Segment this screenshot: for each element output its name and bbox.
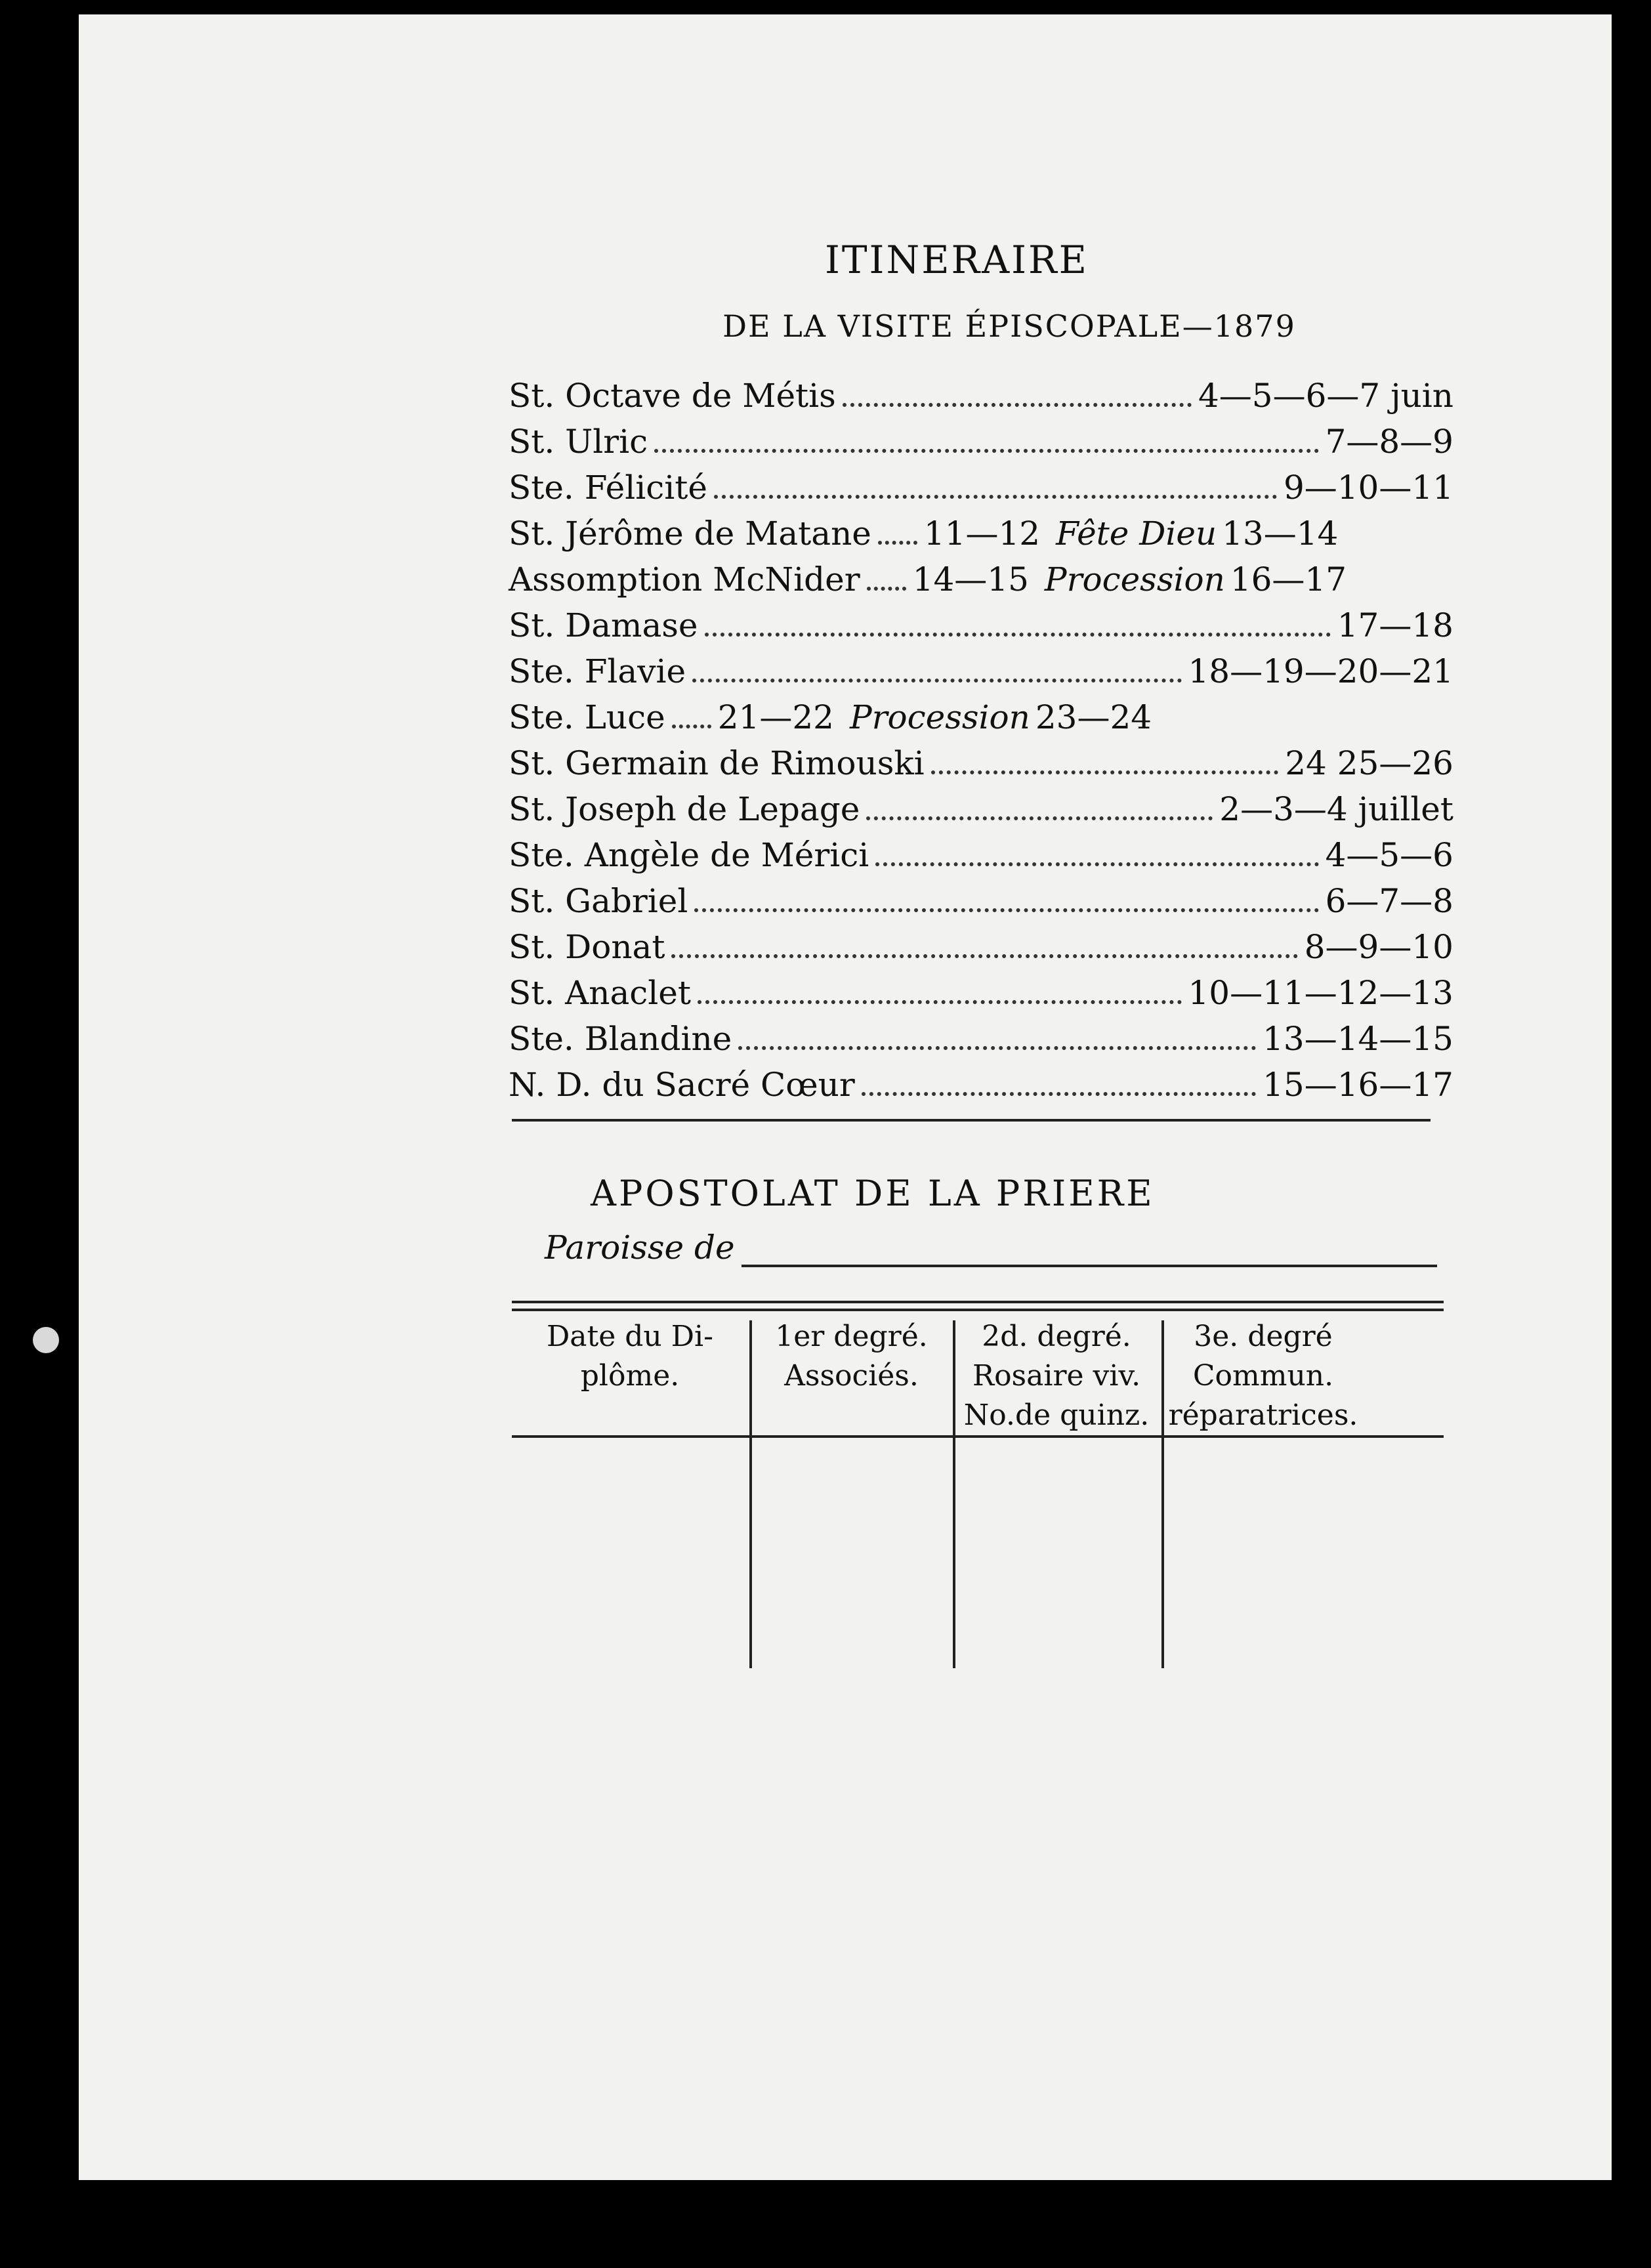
visit-dates: 13—14—15 [1263, 1020, 1453, 1058]
header-line: plôme. [580, 1359, 680, 1393]
section-divider [512, 1119, 1431, 1122]
event-note: Procession [1044, 560, 1225, 598]
table-top-rule-double [512, 1309, 1444, 1311]
header-line: 3e. degré [1194, 1320, 1333, 1353]
dot-leader [866, 816, 1213, 820]
visit-dates: 7—8—9 [1325, 423, 1453, 461]
parish-name: Ste. Flavie [509, 652, 686, 690]
column-divider [749, 1320, 752, 1668]
table-header-rule [512, 1435, 1444, 1438]
header-line: Associés. [784, 1359, 919, 1393]
dot-leader [671, 954, 1297, 958]
itinerary-list [509, 369, 1453, 1104]
visit-dates: 15—16—17 [1263, 1066, 1453, 1104]
visit-dates: 6—7—8 [1325, 882, 1453, 920]
visit-dates: 14—15 [912, 560, 1029, 598]
dot-leader [654, 449, 1318, 453]
itinerary-row [509, 415, 1453, 461]
visit-dates: 4—5—6—7 juin [1198, 377, 1453, 415]
itinerary-row [509, 1012, 1453, 1058]
itinerary-row [509, 966, 1453, 1012]
parish-name: Ste. Angèle de Mérici [509, 836, 869, 874]
parish-name: St. Damase [509, 606, 698, 644]
itinerary-row [509, 1058, 1453, 1104]
dot-leader [698, 1000, 1182, 1004]
visit-dates: 10—11—12—13 [1188, 974, 1453, 1012]
dot-leader [878, 541, 917, 545]
column-divider [953, 1320, 955, 1668]
dot-leader [672, 724, 711, 728]
header-line: 2d. degré. [982, 1320, 1131, 1353]
dot-leader [862, 1092, 1256, 1096]
header-line: Commun. [1192, 1359, 1334, 1393]
column-divider [1161, 1320, 1164, 1668]
parish-name: St. Ulric [509, 423, 648, 461]
header-line: Date du Di- [547, 1320, 713, 1353]
itinerary-row [509, 782, 1453, 828]
parish-name: N. D. du Sacré Cœur [509, 1066, 855, 1104]
column-header-second-degree [955, 1317, 1158, 1435]
visit-dates: 8—9—10 [1304, 928, 1453, 966]
parish-name: St. Gabriel [509, 882, 688, 920]
header-line: réparatrices. [1168, 1398, 1358, 1432]
parish-name: St. Germain de Rimouski [509, 744, 925, 782]
header-line: No.de quinz. [963, 1398, 1150, 1432]
column-header-third-degree [1165, 1317, 1362, 1435]
header-line: 1er degré. [775, 1320, 928, 1353]
visit-dates: 24 25—26 [1285, 744, 1453, 782]
parish-name: St. Donat [509, 928, 665, 966]
dot-leader [738, 1046, 1256, 1050]
itinerary-row [509, 644, 1453, 690]
parish-name: Ste. Blandine [509, 1020, 732, 1058]
itinerary-row [509, 369, 1453, 415]
table-top-rule [512, 1301, 1444, 1303]
register-table [512, 1301, 1444, 1694]
visit-dates: 16—17 [1230, 560, 1347, 598]
dot-leader [867, 587, 906, 591]
dot-leader [705, 633, 1331, 637]
parish-name: Ste. Luce [509, 698, 665, 736]
dot-leader [694, 908, 1318, 912]
dot-leader [875, 862, 1318, 866]
itinerary-row [509, 598, 1453, 644]
parish-name: St. Octave de Métis [509, 377, 836, 415]
parish-blank-line [742, 1265, 1437, 1267]
visit-dates: 17—18 [1337, 606, 1453, 644]
visit-dates: 9—10—11 [1283, 469, 1453, 507]
dot-leader [843, 403, 1192, 407]
dot-leader [692, 679, 1181, 682]
visit-dates: 2—3—4 juillet [1219, 790, 1453, 828]
document-page [79, 14, 1612, 2180]
event-note: Procession [849, 698, 1030, 736]
page-title: ITINERAIRE [824, 238, 1089, 282]
itinerary-row [509, 920, 1453, 966]
page-subtitle: DE LA VISITE ÉPISCOPALE—1879 [722, 308, 1296, 344]
header-line: Rosaire viv. [972, 1359, 1141, 1393]
visit-dates: 18—19—20—21 [1188, 652, 1453, 690]
parish-name: St. Anaclet [509, 974, 691, 1012]
dot-leader [714, 495, 1277, 499]
parish-label: Paroisse de [545, 1228, 735, 1267]
column-header-first-degree [751, 1317, 951, 1396]
parish-name: Ste. Félicité [509, 469, 707, 507]
itinerary-row [509, 507, 1453, 553]
visit-dates: 4—5—6 [1325, 836, 1453, 874]
parish-name: St. Jérôme de Matane [509, 514, 871, 553]
parish-name: St. Joseph de Lepage [509, 790, 860, 828]
visit-dates: 13—14 [1222, 514, 1339, 553]
visit-dates: 11—12 [923, 514, 1041, 553]
section-title: APOSTOLAT DE LA PRIERE [591, 1173, 1155, 1214]
column-header-diploma-date [512, 1317, 748, 1396]
dot-leader [931, 770, 1279, 774]
itinerary-row [509, 690, 1453, 736]
itinerary-row [509, 874, 1453, 920]
itinerary-row [509, 736, 1453, 782]
visit-dates: 21—22 [717, 698, 834, 736]
parish-name: Assomption McNider [509, 560, 860, 598]
itinerary-row [509, 828, 1453, 874]
visit-dates: 23—24 [1035, 698, 1152, 736]
itinerary-row [509, 461, 1453, 507]
scan-speck [33, 1327, 59, 1353]
event-note: Fête Dieu [1056, 514, 1217, 553]
itinerary-row [509, 553, 1453, 598]
